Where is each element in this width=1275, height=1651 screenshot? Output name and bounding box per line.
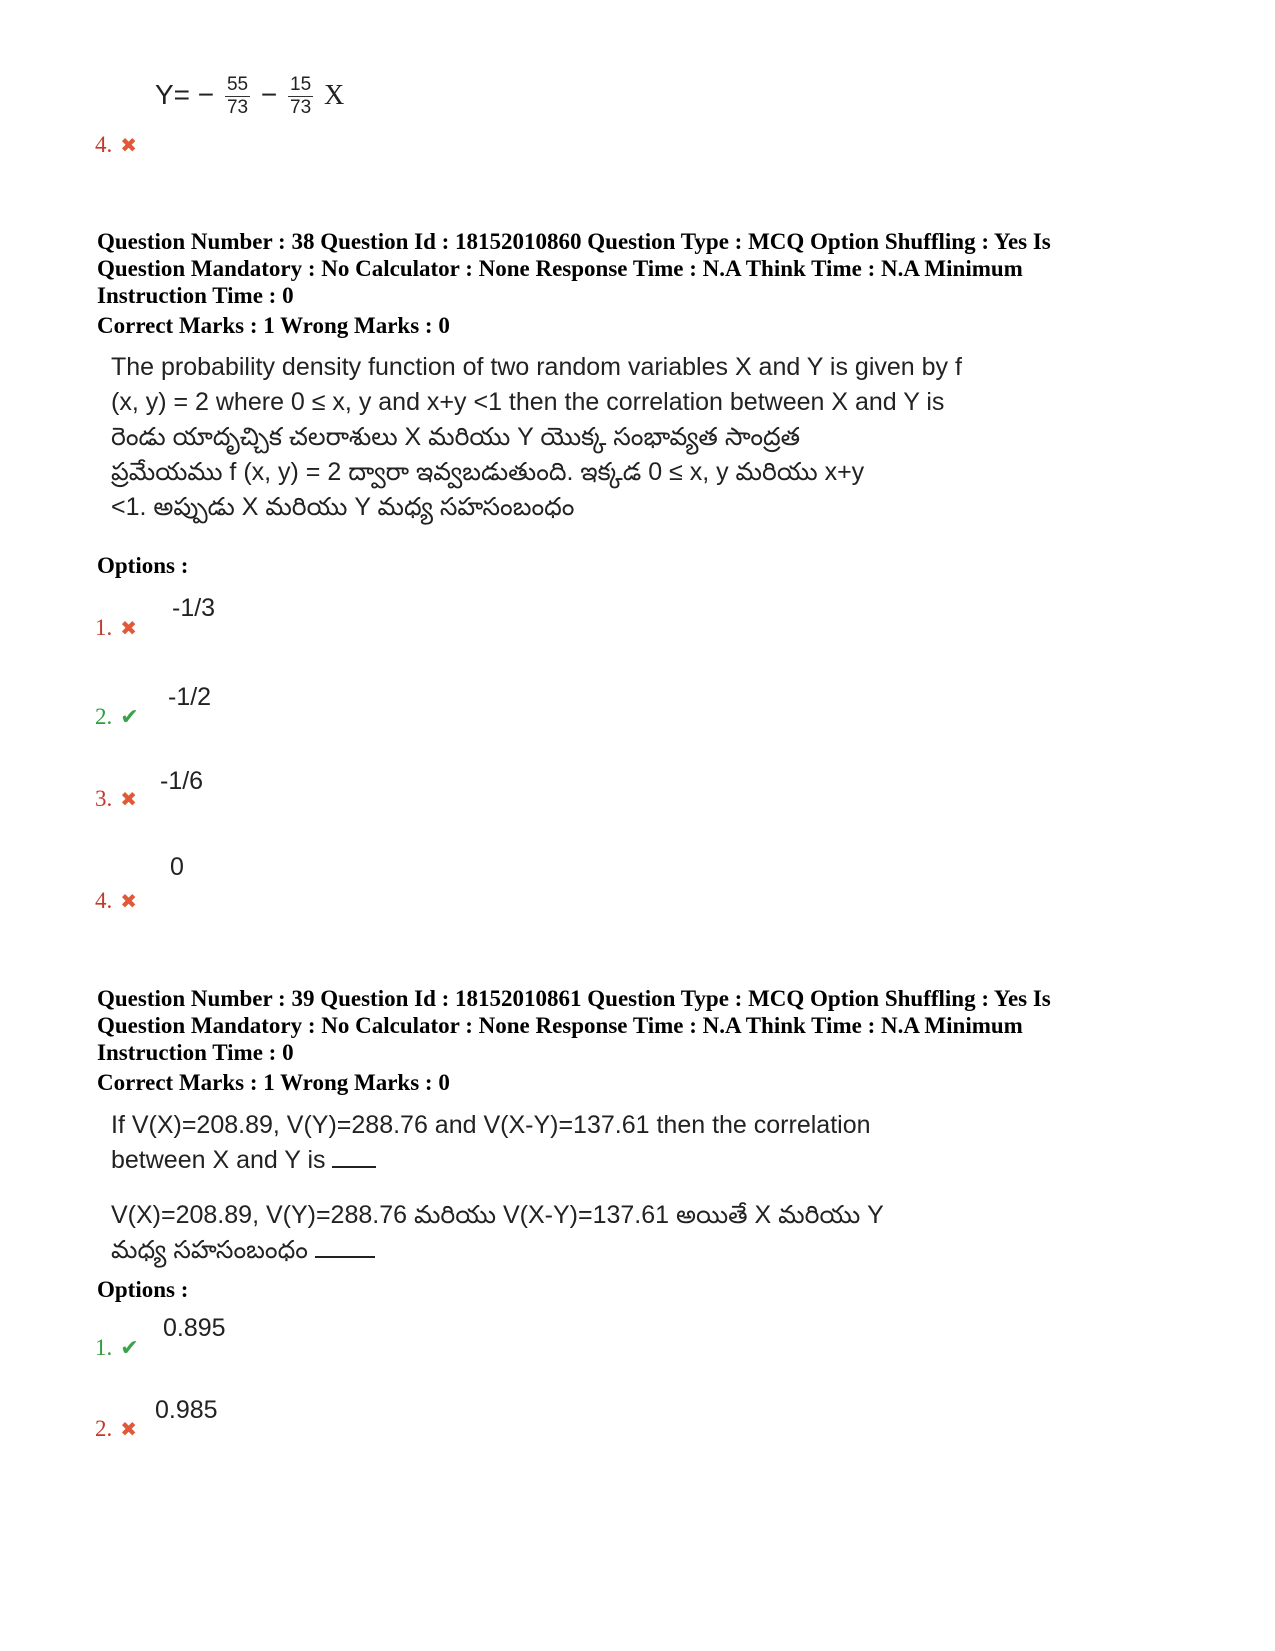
question-text-en: between X and Y is xyxy=(111,1146,326,1174)
meta-line: Question Number : 39 Question Id : 18152010861 Question Type : MCQ Option Shuffling : Yes Is xyxy=(97,986,1051,1011)
question-text-te: మధ్య సహసంబంధం xyxy=(111,1236,308,1264)
wrong-mark-icon: ✖ xyxy=(120,133,138,157)
wrong-mark-icon: ✖ xyxy=(120,1417,138,1441)
question-text-te-line2 xyxy=(111,1233,1111,1268)
question-38-options-label: Options : xyxy=(97,553,189,578)
meta-line: Instruction Time : 0 xyxy=(97,1040,294,1065)
correct-mark-icon: ✔ xyxy=(120,1336,139,1361)
fraction-1 xyxy=(225,74,250,119)
wrong-mark-icon: ✖ xyxy=(120,616,138,640)
question-38-meta xyxy=(97,228,1197,309)
fraction-1-numerator: 55 xyxy=(226,74,249,95)
question-38-marks: Correct Marks : 1 Wrong Marks : 0 xyxy=(97,313,450,338)
spacer xyxy=(111,1178,1111,1198)
answer-blank xyxy=(315,1236,375,1258)
q39-option-2-value: 0.985 xyxy=(155,1396,218,1424)
wrong-mark-icon: ✖ xyxy=(120,787,138,811)
option-number: 2. xyxy=(95,704,113,729)
q39-option-1 xyxy=(95,1334,139,1362)
question-39-options-label: Options : xyxy=(97,1277,189,1302)
question-39-meta xyxy=(97,985,1197,1066)
question-text-te: ప్రమేయము f (x, y) = 2 ద్వారా ఇవ్వబడుతుంది. ఇక్కడ 0 ≤ x, y మరియు x+y xyxy=(111,458,865,486)
q38-option-4 xyxy=(95,887,137,915)
option-number: 3. xyxy=(95,786,113,811)
q38-option-2-value: -1/2 xyxy=(168,683,212,711)
q38-option-3 xyxy=(95,785,137,813)
formula-option xyxy=(155,74,344,119)
q38-option-1-value: -1/3 xyxy=(172,594,216,622)
option-number: 4. xyxy=(95,888,113,913)
question-text-te: <1. అప్పుడు X మరియు Y మధ్య సహసంబంధం xyxy=(111,493,575,521)
wrong-mark-icon: ✖ xyxy=(120,889,138,913)
question-text-te: V(X)=208.89, V(Y)=288.76 మరియు V(X-Y)=137.61 అయితే X మరియు Y xyxy=(111,1201,884,1229)
q38-option-1 xyxy=(95,614,137,642)
question-text-en: The probability density function of two random variables X and Y is given by f xyxy=(111,353,962,381)
question-text-en: If V(X)=208.89, V(Y)=288.76 and V(X-Y)=137.61 then the correlation xyxy=(111,1111,871,1139)
q38-option-2 xyxy=(95,703,139,731)
answer-blank xyxy=(332,1146,376,1168)
formula-prefix: Y= − xyxy=(155,78,215,110)
q39-option-2 xyxy=(95,1415,137,1443)
meta-line: Instruction Time : 0 xyxy=(97,283,294,308)
meta-line: Question Number : 38 Question Id : 18152010860 Question Type : MCQ Option Shuffling : Yes Is xyxy=(97,229,1051,254)
q39-option-1-value: 0.895 xyxy=(163,1314,226,1342)
question-38-text xyxy=(111,350,1111,525)
prev-option-4 xyxy=(95,131,137,159)
correct-mark-icon: ✔ xyxy=(120,705,139,730)
q38-option-4-value: 0 xyxy=(170,853,184,881)
q38-option-3-value: -1/6 xyxy=(160,767,204,795)
meta-line: Question Mandatory : No Calculator : None Response Time : N.A Think Time : N.A Minimum xyxy=(97,256,1023,281)
meta-line: Question Mandatory : No Calculator : None Response Time : N.A Think Time : N.A Minimum xyxy=(97,1013,1023,1038)
fraction-2-denominator: 73 xyxy=(290,97,312,118)
formula-suffix: X xyxy=(323,79,345,111)
fraction-1-denominator: 73 xyxy=(226,97,249,118)
question-39-text xyxy=(111,1108,1111,1268)
formula-minus: − xyxy=(260,78,278,110)
question-39-marks: Correct Marks : 1 Wrong Marks : 0 xyxy=(97,1070,450,1095)
option-number: 2. xyxy=(95,1416,113,1441)
question-text-en: (x, y) = 2 where 0 ≤ x, y and x+y <1 then the correlation between X and Y is xyxy=(111,388,945,416)
option-number: 1. xyxy=(95,1335,113,1360)
question-text-en-line2 xyxy=(111,1143,1111,1178)
fraction-2 xyxy=(288,74,313,119)
option-number: 1. xyxy=(95,615,113,640)
option-number: 4. xyxy=(95,132,113,157)
question-text-te: రెండు యాదృచ్చిక చలరాశులు X మరియు Y యొక్క సంభావ్యత సాంద్రత xyxy=(111,423,801,451)
fraction-2-numerator: 15 xyxy=(290,74,312,95)
